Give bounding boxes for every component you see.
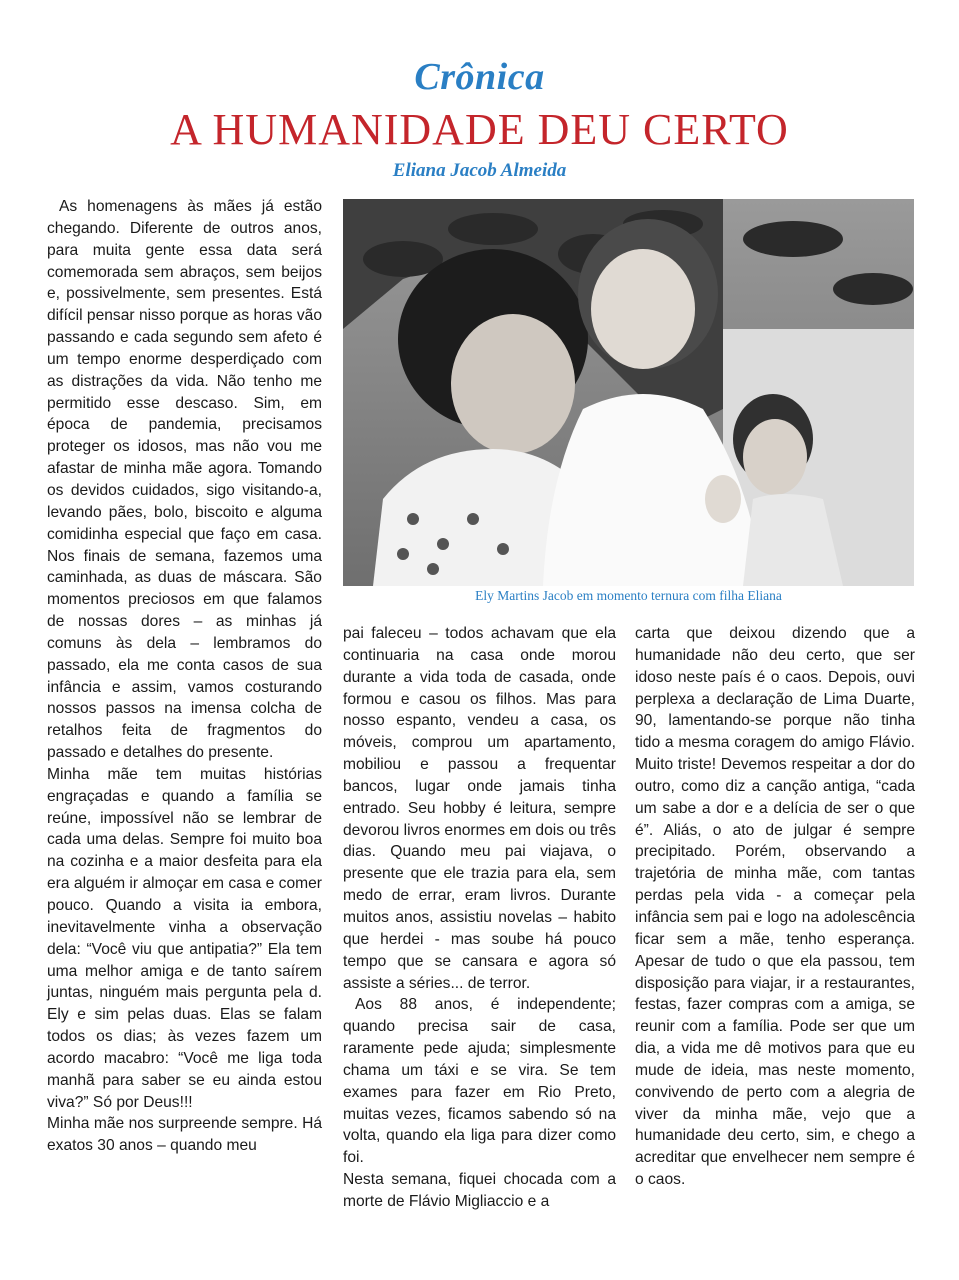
paragraph: Nesta semana, fiquei chocada com a morte de Flávio Migliaccio e a: [343, 1171, 616, 1210]
article-column-2: [343, 623, 616, 1213]
article-column-1: [47, 196, 322, 1157]
paragraph: Aos 88 anos, é independente; quando precisa sair de casa, raramente pede ajuda; simplesmente chama um táxi e se vira. Se tem exames para fazer em Rio Preto, muitas vezes, ficamos sabendo só na volta, quando ela liga para dizer como foi.: [343, 996, 616, 1167]
paragraph: Minha mãe tem muitas histórias engraçadas e quando a família se reúne, impossível não se lembrar de cada uma delas. Sempre foi muito boa na cozinha e a maior desfeita para ela era alguém ir almoçar em casa e comer pouco. Quando a visita ia embora, inevitavelmente vinha a observação dela: “Você viu que antipatia?” Ela tem uma melhor amiga e de tanto saírem juntas, ninguém mais pergunta pela d. Ely e sim pelas duas. Elas se falam todos os dias; às vezes fazem um acordo macabro: “Você me liga toda manhã para saber se eu ainda estou viva?” Só por Deus!!!: [47, 765, 322, 1111]
article-title: A HUMANIDADE DEU CERTO: [170, 105, 789, 154]
paragraph: Minha mãe nos surpreende sempre. Há exatos 30 anos – quando meu: [47, 1115, 322, 1155]
photo-illustration: [343, 199, 914, 586]
author-byline: Eliana Jacob Almeida: [392, 160, 567, 181]
paragraph: As homenagens às mães já estão chegando. Diferente de outros anos, para muita gente essa data será comemorada sem abraços, sem beijos e, possivelmente, sem presentes. Está difícil pensar nisso porque as horas vão passando e cada segundo sem afeto é um tempo enorme desperdiçado com as distrações da vida. Não tenho me permitido esse descaso. Sim, em época de pandemia, precisamos proteger os idosos, mas não vou me afastar de minha mãe agora. Tomando os devidos cuidados, sigo visitando-a, levando pães, bolo, biscoito e alguma comidinha especial que faço em casa. Nos finais de semana, fazemos uma caminhada, as duas de máscara. São momentos preciosos em que falamos de nossas dores – as minhas já comuns às dela – lembramos do passado, ela me conta casos de sua infância e assim, vamos costurando nossos passos na imensa colcha de retalhos feita de fragmentos do passado e detalhes do presente.: [47, 198, 322, 762]
photo-caption: Ely Martins Jacob em momento ternura com filha Eliana: [475, 588, 782, 603]
section-kicker: Crônica: [414, 56, 545, 98]
article-column-3: [635, 623, 915, 1191]
paragraph: carta que deixou dizendo que a humanidade não deu certo, que ser idoso neste país é o caos. Depois, ouvi perplexa a declaração de Lima Duarte, 90, lamentando-se porque não tinha tido a mesma coragem do amigo Flávio. Muito triste! Devemos respeitar a dor do outro, como diz a canção antiga, “cada um sabe a dor e a delícia de ser o que é”. Aliás, o ato de julgar é sempre precipitado. Porém, observando a trajetória de minha mãe, com tantas perdas pela vida - a começar pela infância sem pai e logo na adolescência ficar sem a mãe, tenho esperança. Apesar de tudo o que ela passou, tem disposição para viajar, ir a restaurantes, festas, fazer compras com a amiga, se reunir com a família. Pode ser que um dia, a vida me dê motivos para que eu mude de ideia, mas neste momento, convivendo de perto com a alegria de viver da minha mãe, vejo que a humanidade deu certo, sim, e chego a acreditar que envelhecer nem sempre é o caos.: [635, 625, 915, 1189]
paragraph: pai faleceu – todos achavam que ela continuaria na casa onde morou durante a vida toda de casada, onde formou e casou os filhos. Mas para nosso espanto, vendeu a casa, os móveis, comprou um apartamento, mobiliou e passou a frequentar bancos, lugar onde jamais tinha entrado. Seu hobby é leitura, sempre devorou livros enormes em dois ou três dias. Quando meu pai viajava, o presente que ele trazia para ela, sem medo de errar, eram livros. Durante muitos anos, assistiu novelas – habito que herdei - mas soube há pouco tempo que se cansara e agora só assiste a séries... de terror.: [343, 625, 617, 992]
article-photo: [343, 199, 914, 586]
